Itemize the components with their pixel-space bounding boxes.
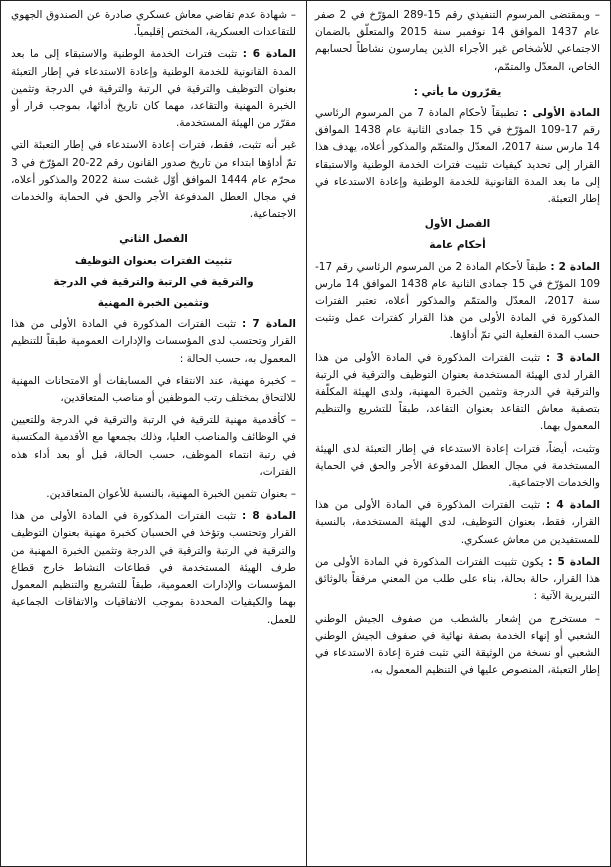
article-5-text: يكون تثبيت الفترات المذكورة في المادة الأولى من هذا القرار، حالة بحالة، بناء على طلب من المعني مرفقاً بالوثائق التبريرية الآتية : [315, 555, 600, 603]
article-7-label: المادة 7 : [242, 318, 296, 331]
article-3-label: المادة 3 : [546, 351, 600, 364]
article-4-text: تثبت الفترات المذكورة في المادة الأولى من هذا القرار، فقط، بعنوان التوظيف، لدى الهيئة المستخدمة، بالنسبة للمستفيدين من معاش عسكري. [315, 499, 600, 546]
chapter-2-subtitle-2: والترقية في الرتبة والترقية في الدرجة [53, 275, 254, 288]
article-1-text: تطبيقاً لأحكام المادة 7 من المرسوم الرئاسي رقم 17-109 المؤرّخ في 15 جمادى الثانية عام 1438 الموافق 14 مارس سنة 2017، المعدّل والمتمّم والمذكور أعلاه، يهدف هذا القرار إلى تحديد كيفيات تثبيت فترات الخدمة الوطنية والاستبقاء إلى ما بعد المدة القانونية للخدمة الوطنية وإعادة الاستدعاء في إطار التعبئة. [315, 107, 600, 206]
bullet-contract-agents: – بعنوان تثمين الخبرة المهنية، بالنسبة للأعوان المتعاقدين. [46, 488, 296, 501]
article-6-label: المادة 6 : [242, 48, 296, 61]
paragraph-decree-15-289: – وبمقتضى المرسوم التنفيذي رقم 15-289 المؤرّخ في 2 صفر عام 1437 الموافق 14 نوفمبر سنة 2015 والمتعلّق بالضمان الاجتماعي للأشخاص غير الأجراء الذين يمارسون نشاطاً لحسابهم الخاص، المعدّل والمتمّم، [315, 9, 601, 73]
article-6 [11, 46, 296, 132]
left-column [11, 7, 296, 634]
paragraph-certificate: – شهادة عدم تقاضي معاش عسكري صادرة عن الصندوق الجهوي للتقاعدات العسكرية، المختص إقليمياً. [11, 9, 296, 39]
bullet-professional-experience: – كخبرة مهنية، عند الانتقاء في المسابقات أو الامتحانات المهنية للالتحاق بمختلف رتب الموظفين أو مناصب المتعاقدين، [11, 374, 296, 405]
article-3 [315, 350, 600, 436]
article-1-label: المادة الأولى : [522, 107, 600, 120]
article-7-text: تثبت الفترات المذكورة في المادة الأولى من هذا القرار وتحتسب لدى المؤسسات والإدارات العمومية طبقاً للتنظيم المعمول به، حسب الحالة : [11, 318, 296, 365]
article-6-text: تثبت فترات الخدمة الوطنية والاستبقاء إلى ما بعد المدة القانونية للخدمة الوطنية وإعادة الاستدعاء في إطار التعبئة بعنوان التوظيف والترقية في الرتبة والترقية في الدرجة وتثمين الخبرة المهنية والتقاعد، مهما كان تاريخ أدائها، بموجب قرار أو مقرّر من الهيئة المستخدمة. [11, 48, 296, 130]
article-8 [11, 508, 296, 628]
article-5-label: المادة 5 : [548, 555, 600, 568]
article-3-text: تثبت الفترات المذكورة في المادة الأولى من هذا القرار لدى الهيئة المستخدمة بعنوان التوظيف والترقية في الرتبة والترقية في الدرجة وتثمين الخبرة المهنية، ولدى الهيئة المكلّفة بتصفية معاش التقاعد بعنوان التقاعد، طبقاً للتشريع والتنظيم المعمول بهما. [315, 351, 600, 433]
right-column [315, 7, 600, 684]
article-7 [11, 316, 296, 368]
article-8-text: تثبت الفترات المذكورة في المادة الأولى من هذا القرار وتحتسب وتؤخذ في الحسبان كخبرة مهنية بعنوان التوظيف والترقية في الرتبة والترقية في الدرجة وتثمين الخبرة المهنية من طرف الهيئة المستخدمة في قطاعات النشاط خارج قطاع المؤسسات والإدارات العمومية، طبقاً للتشريع والتنظيم المعمول بهما والكيفيات المحددة بموجب الاتفاقيات والاتفاقات الجماعية للعمل. [11, 510, 296, 626]
chapter-2-subtitle-3: وتثمين الخبرة المهنية [97, 297, 210, 310]
article-8-label: المادة 8 : [242, 510, 296, 523]
decree-heading: يقرّرون ما يأتي : [413, 85, 502, 98]
paragraph-also: وتثبت، أيضاً، فترات إعادة الاستدعاء في إطار التعبئة لدى الهيئة المستخدمة في مجال العطل المدفوعة الأجر والحق في الحماية والخدمات الاجتماعية. [315, 442, 600, 490]
article-4-label: المادة 4 : [546, 499, 600, 512]
chapter-1-subtitle: أحكام عامة [429, 239, 486, 252]
article-2 [315, 259, 600, 345]
article-1 [315, 105, 600, 208]
paragraph-exception: غير أنه تثبت، فقط، فترات إعادة الاستدعاء في إطار التعبئة التي تمّ أداؤها ابتداء من تاريخ صدور القانون رقم 22-20 المؤرّخ في 3 محرّم عام 1444 الموافق أوّل غشت سنة 2022 والمذكور أعلاه، في مجال العطل المدفوعة الأجر والحق في الحماية والخدمات الاجتماعية. [11, 139, 297, 221]
chapter-1-title: الفصل الأول [424, 218, 491, 231]
chapter-2-title: الفصل الثاني [119, 233, 188, 246]
bullet-seniority: – كأقدمية مهنية للترقية في الرتبة والترقية في الدرجة وللتعيين في الوظائف والمناصب العليا، وذلك بجمعها مع الأقدمية المكتسبة في رتبة انتماء الموظف، حسب الحالة، قبل أو بعد أداء هذه الفترات، [11, 414, 296, 478]
article-2-text: طبقاً لأحكام المادة 2 من المرسوم الرئاسي رقم 17-109 المؤرّخ في 15 جمادى الثانية عام 1438 الموافق 14 مارس سنة 2017، المعدّل والمتمّم والمذكور أعلاه، تعتبر الفترات المذكورة في المادة الأولى من هذا القرار كفترات عمل وتثبت حسب المدة الفعلية التي تمّ أداؤها. [315, 260, 600, 342]
paragraph-extract: – مستخرج من إشعار بالشطب من صفوف الجيش الوطني الشعبي أو إنهاء الخدمة بصفة نهائية في صفوف الجيش الوطني الشعبي أو نسخة من الوثيقة التي تثبت فترة إعادة الاستدعاء في إطار التعبئة، المنصوص عليها في التنظيم المعمول به، [315, 612, 600, 677]
article-2-label: المادة 2 : [550, 260, 600, 273]
article-5 [315, 554, 600, 606]
article-4 [315, 497, 600, 549]
column-divider [306, 1, 307, 866]
chapter-2-subtitle-1: تثبيت الفترات بعنوان التوظيف [74, 254, 233, 267]
